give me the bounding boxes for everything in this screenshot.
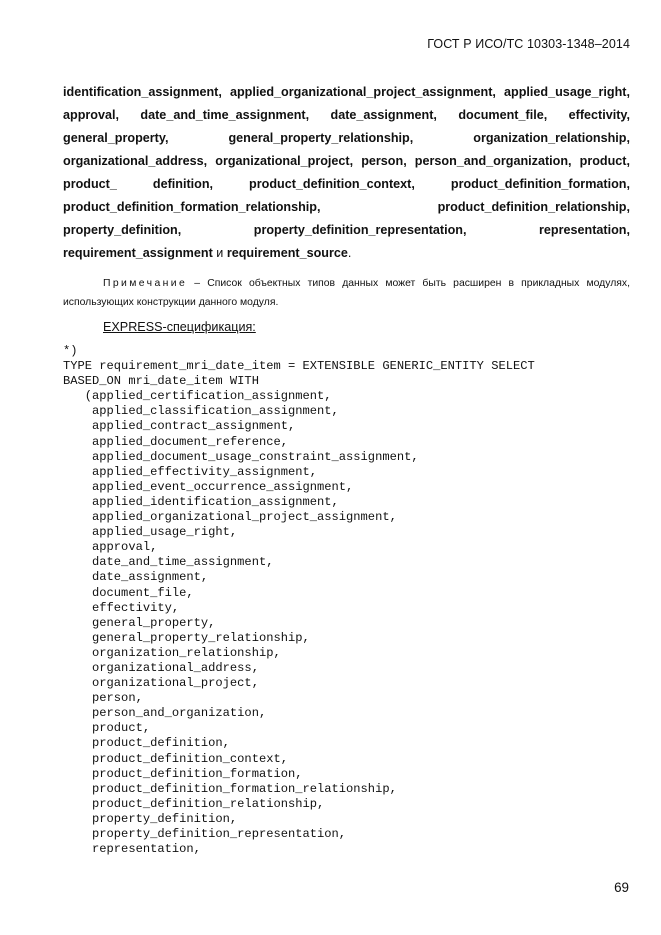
code-line: product_definition_context, xyxy=(63,751,288,766)
note-dash: – xyxy=(187,278,208,289)
code-line: date_assignment, xyxy=(63,570,209,585)
page-number: 69 xyxy=(614,880,629,895)
code-line: applied_event_occurrence_assignment, xyxy=(63,479,354,494)
code-line: organizational_project, xyxy=(63,676,259,691)
code-line: approval, xyxy=(63,540,158,555)
code-line: applied_document_usage_constraint_assignment, xyxy=(63,449,419,464)
code-line: organization_relationship, xyxy=(63,645,281,660)
code-line: product_definition_relationship, xyxy=(63,796,325,811)
document-header: ГОСТ Р ИСО/ТС 10303-1348–2014 xyxy=(427,37,630,51)
code-line: applied_classification_assignment, xyxy=(63,404,339,419)
code-line: property_definition_representation, xyxy=(63,827,347,841)
code-line: (applied_certification_assignment, xyxy=(63,389,332,404)
code-line: TYPE requirement_mri_date_item = EXTENSIBLE GENERIC_ENTITY SELECT xyxy=(63,359,535,374)
code-line: effectivity, xyxy=(63,600,180,615)
note-label: Примечание xyxy=(103,278,188,289)
last-entity: requirement_source xyxy=(226,246,348,260)
paragraph-end: . xyxy=(347,246,352,260)
note-block xyxy=(63,274,630,312)
conjunction: и xyxy=(216,246,224,260)
entity-list-paragraph xyxy=(63,81,630,265)
code-line: general_property_relationship, xyxy=(63,630,310,645)
note-text: Список объектных типов данных может быть расширен в прикладных модулях, использующих конструкции данного модуля. xyxy=(63,278,630,308)
code-line: applied_usage_right, xyxy=(63,525,238,540)
code-line: applied_organizational_project_assignment, xyxy=(63,510,397,525)
code-line: applied_effectivity_assignment, xyxy=(63,464,318,479)
code-line: applied_identification_assignment, xyxy=(63,494,339,509)
code-line: product_definition, xyxy=(63,736,230,751)
code-line: document_file, xyxy=(63,585,194,600)
entity-list-text: identification_assignment, applied_organizational_project_assignment, applied_usage_right, approval, date_and_time_assignment, date_assignment, document_file, effectivity, general_property, general_property_relationship, organization_relationship, organizational_address, organizational_project, person, person_and_organization, product, product_ definition, product_definition_context, product_definition_formation, product_definition_formation_relationship, product_definition_relationship, property_definition, property_definition_representation, representation, requirement_assignment xyxy=(63,85,630,260)
code-line: product_definition_formation_relationship, xyxy=(63,781,397,796)
code-line: property_definition, xyxy=(63,811,238,826)
code-line: general_property, xyxy=(63,615,216,630)
code-line: representation, xyxy=(63,842,201,857)
express-heading: EXPRESS-спецификация: xyxy=(103,320,256,334)
code-line: date_and_time_assignment, xyxy=(63,555,274,570)
code-line: person, xyxy=(63,691,143,706)
code-line: product_definition_formation, xyxy=(63,766,303,781)
code-line: *) xyxy=(63,344,78,358)
code-line: person_and_organization, xyxy=(63,706,267,721)
code-line: applied_contract_assignment, xyxy=(63,419,296,434)
code-line: applied_document_reference, xyxy=(63,434,288,449)
code-line: organizational_address, xyxy=(63,660,259,675)
code-line: product, xyxy=(63,721,151,736)
code-line: BASED_ON mri_date_item WITH xyxy=(63,374,259,389)
express-code-block xyxy=(63,344,535,857)
